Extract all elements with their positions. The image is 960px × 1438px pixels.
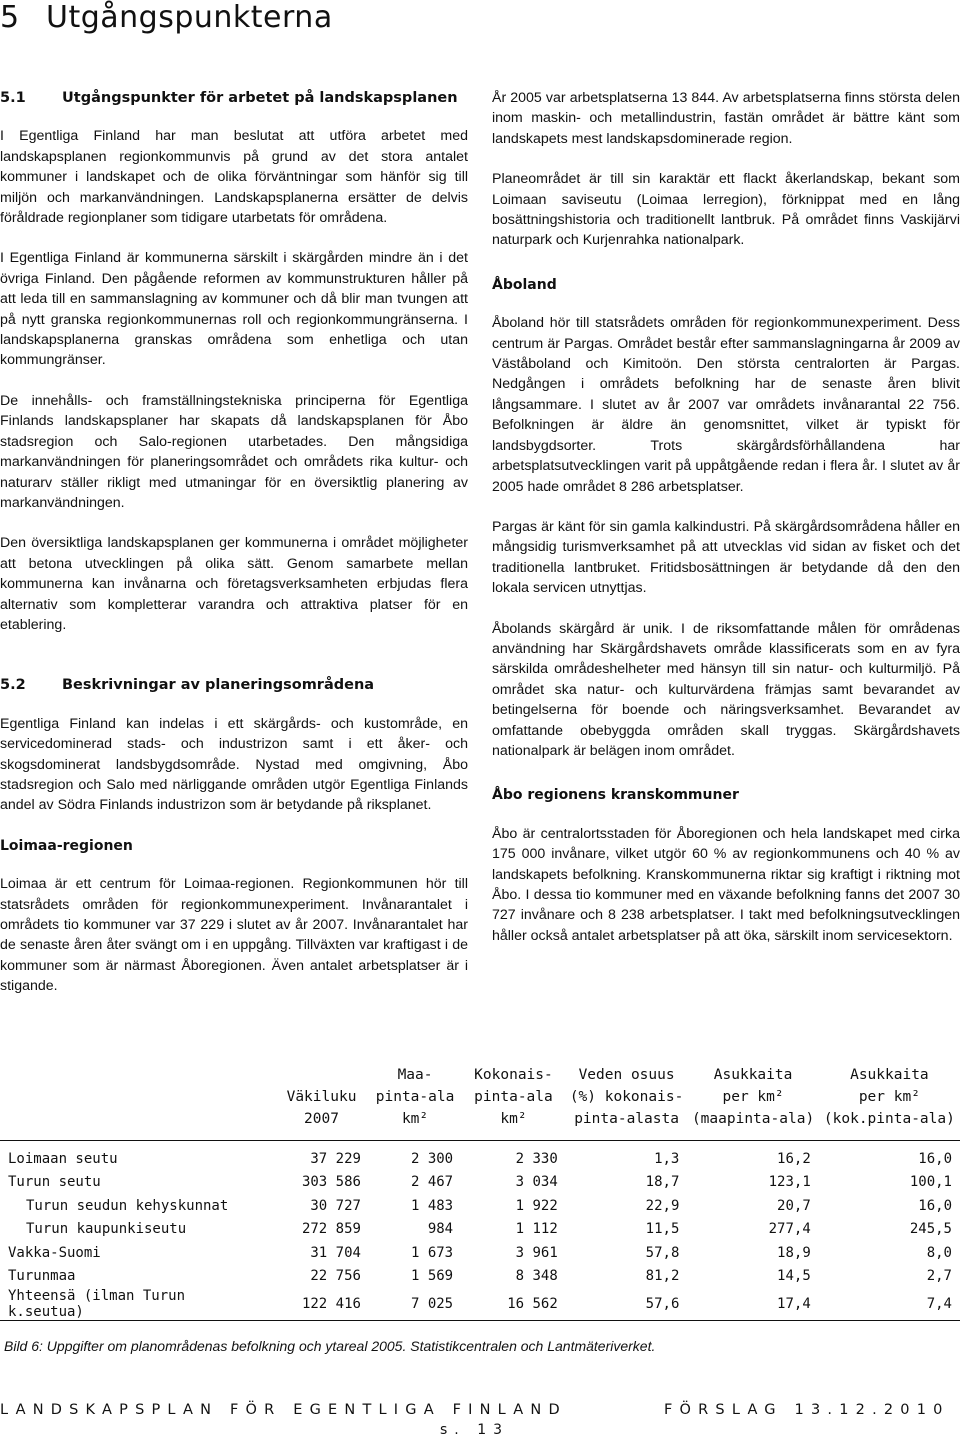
header-line: Asukkaita: [850, 1067, 929, 1083]
section-heading-5-2: [0, 675, 468, 695]
paragraph: År 2005 var arbetsplatserna 13 844. Av arbetsplatserna finns största delen inom maskin- och metallindustrin, fastän området är bättre känt som landskapets mest landskapsdominerade region.: [492, 90, 960, 147]
table-cell: 100,1: [909, 1174, 952, 1191]
header-line: Väkiluku: [286, 1089, 357, 1105]
row-label: Vakka-Suomi: [8, 1244, 101, 1261]
chapter-title: Utgångspunkterna: [46, 0, 333, 35]
table-cell: 20,7: [777, 1197, 811, 1214]
paragraph: Åbo är centralortsstaden för Åboregionen och hela landskapet med cirka 175 000 invånare, vilket utgör 60 % av regionkommunens och 40 % av landskapets befolkning. Kranskommunerna riktar sig kraftigt i riktning mot Åbo. I dessa tio kommuner med en växande befolkning fanns det 2007 30 727 invånare och 8 238 arbetsplatser. I takt med befolkningsutvecklingen håller också antalet arbetsplatser på att öka, särskilt inom servicesektorn.: [492, 825, 960, 944]
header-line: pinta-alasta: [574, 1111, 679, 1127]
header-line: Kokonais-: [474, 1067, 553, 1083]
paragraph: Den översiktliga landskapsplanen ger kommunerna i området möjligheter att betona utvecklingen på olika sätt. Genom samarbete mellan kommunerna kan invånarna och företagsverksamheten erbjudas flera alternativ som kompletterar varandra och attraktiva platser för en etablering.: [0, 535, 468, 633]
header-line: Veden osuus: [578, 1067, 675, 1083]
table-cell: 81,2: [645, 1268, 680, 1285]
chapter-heading: [0, 0, 333, 35]
table-header-cell: [274, 1058, 369, 1141]
table-cell: 2 300: [410, 1150, 454, 1167]
table-cell: 7 025: [410, 1296, 454, 1312]
header-line: (maapinta-ala): [691, 1111, 815, 1127]
header-line: pinta-ala: [474, 1089, 553, 1105]
header-line: (%) kokonais-: [569, 1089, 684, 1105]
table-cell: 2 467: [410, 1174, 454, 1191]
table-cell: 16,0: [918, 1150, 952, 1167]
paragraph: Pargas är känt för sin gamla kalkindustri. På skärgårdsområdena håller en mångsidig turismverksamhet på att utvecklas vid sidan av fisket och det traditionella lantbruket. Fritidsbosättningen är betydande då den den lokala servicen utnyttjas.: [492, 518, 960, 597]
table-row: [0, 1241, 960, 1265]
header-line: per km²: [858, 1089, 920, 1105]
paragraph: I Egentliga Finland har man beslutat att utföra arbetet med landskapsplanen regionkommunvis på grund av det stora antalet kommuner i landskapet och de olika förväntningar som hänför sig till miljön och markanvändningen. Landskapsplanerna ersätter de delvis föråldrade regionplaner som tidigare utarbetats för områdena.: [0, 128, 468, 227]
row-label: Turunmaa: [8, 1268, 76, 1285]
table-cell: 18,7: [645, 1174, 680, 1191]
table-cell: 245,5: [909, 1221, 952, 1238]
table-cell: 1 673: [410, 1244, 454, 1261]
header-line: km²: [500, 1111, 527, 1127]
table-row: [0, 1141, 960, 1171]
table-cell: 1 112: [515, 1221, 558, 1238]
table-header-cell: [566, 1058, 688, 1141]
table-cell: 122 416: [301, 1296, 361, 1312]
table-cell: 14,5: [777, 1268, 811, 1285]
table-cell: 57,8: [645, 1244, 680, 1261]
header-line: (kok.pinta-ala): [823, 1111, 955, 1127]
population-table: [0, 1058, 960, 1321]
section-heading-5-1: [0, 88, 468, 108]
subheading-aboland: Åboland: [492, 276, 557, 293]
table-cell: 8 348: [515, 1268, 558, 1285]
section-number: 5.2: [0, 677, 26, 694]
header-line: per km²: [722, 1089, 784, 1105]
header-line: 2007: [304, 1111, 339, 1127]
table-cell: 8,0: [926, 1244, 952, 1261]
table-cell: 16,0: [918, 1197, 952, 1214]
table-row: [0, 1194, 960, 1218]
table-cell: 1,3: [654, 1150, 680, 1167]
table-cell: 16 562: [507, 1296, 558, 1312]
table-row: [0, 1171, 960, 1195]
table-cell: 30 727: [310, 1197, 361, 1214]
page-number: s. 13: [440, 1422, 510, 1438]
paragraph: De innehålls- och framställningstekniska principerna för Egentliga Finlands landskapsplaner har skapats då landskapsplanen för Åbo stadsregion och Salo-regionen utarbetades. Den mångsidiga markanvändningen för planeringsområdet och områdets rika kultur- och naturarv ställer rikligt med utmaningar för en översiktlig planering av markanvändningen.: [0, 392, 468, 511]
paragraph: I Egentliga Finland är kommunerna särskilt i skärgården mindre än i det övriga Finland. Den pågående reformen av kommunstrukturen håller på att leda till en sammanslagning av kommuner och då blir man tvungen att på nytt granska regionkommunernas roll och regionkommungränserna. I landskapsplanerna granskas områdena som enhetliga och utan kommungränser.: [0, 250, 468, 369]
table-row: [0, 1218, 960, 1242]
row-label: Yhteensä (ilman Turun k.seutua): [8, 1288, 186, 1320]
table-cell: 1 569: [410, 1268, 454, 1285]
section-title: Beskrivningar av planeringsområdena: [62, 677, 375, 694]
section-title: Utgångspunkter för arbetet på landskapsplanen: [62, 90, 458, 106]
table-cell: 2 330: [515, 1150, 558, 1167]
table-cell: 11,5: [645, 1221, 680, 1238]
table-header-cell: [819, 1058, 960, 1141]
table-row: [0, 1265, 960, 1289]
header-line: Asukkaita: [713, 1067, 793, 1083]
header-line: km²: [401, 1111, 429, 1127]
table-header-cell: [461, 1058, 566, 1141]
table-cell: 31 704: [310, 1244, 361, 1261]
table-cell: 984: [427, 1221, 454, 1238]
table-cell: 17,4: [777, 1296, 811, 1312]
chapter-number: 5: [0, 0, 20, 35]
subheading-loimaa: Loimaa-regionen: [0, 837, 133, 854]
table-cell: 16,2: [777, 1150, 811, 1167]
table-cell: 303 586: [301, 1174, 361, 1191]
left-column: [0, 88, 468, 997]
table-cell: 1 922: [515, 1197, 558, 1214]
table-header-cell: [687, 1058, 818, 1141]
row-label: Loimaan seutu: [8, 1150, 118, 1167]
table-header-cell: [369, 1058, 461, 1141]
table-body: [0, 1141, 960, 1321]
paragraph: Egentliga Finland kan indelas i ett skärgårds- och kustområde, en servicedominerad stads- och industrizon samt i ett åker- och skogsdominerat landsbygdsområde. Nystad med omgivning, Åbo stadsregion och Salo med närliggande områden utgör Egentliga Finlands andel av Södra Finlands industrizon som är betydande på riksplanet.: [0, 715, 468, 814]
table-cell: 22 756: [310, 1268, 361, 1285]
row-label: Turun seutu: [8, 1174, 101, 1191]
table-cell: 18,9: [777, 1244, 811, 1261]
table-cell: 277,4: [768, 1221, 811, 1238]
footer-draft-date: FÖRSLAG 13.12.2010: [664, 1402, 950, 1418]
header-line: pinta-ala: [375, 1089, 455, 1105]
table-cell: 22,9: [645, 1197, 680, 1214]
table-cell: 37 229: [310, 1150, 361, 1167]
section-number: 5.1: [0, 90, 26, 106]
table-cell: 272 859: [301, 1221, 361, 1238]
table-cell: 3 034: [515, 1174, 558, 1191]
footer-document-title: LANDSKAPSPLAN FÖR EGENTLIGA FINLAND: [0, 1402, 567, 1418]
figure-caption: Bild 6: Uppgifter om planområdenas befolkning och ytareal 2005. Statistikcentralen och Lantmäteriverket.: [4, 1338, 656, 1354]
table-row: [0, 1288, 960, 1321]
table-header-cell: [0, 1058, 274, 1141]
table-cell: 1 483: [410, 1197, 454, 1214]
table-cell: 57,6: [645, 1296, 680, 1312]
table-header-row: [0, 1058, 960, 1141]
table-cell: 7,4: [926, 1296, 952, 1312]
paragraph: Åboland hör till statsrådets områden för regionkommunexperiment. Dess centrum är Pargas. Området består efter sammanslagningarna år 2009 av Väståboland och Kimitoön. Den största centralorten är Pargas. Nedgången i områdets befolkning har de senaste åren blivit långsammare. I slutet av år 2007 var områdets invånarantal 22 756. Befolkningen är äldre än genomsnittet, vilket är typiskt för landsbygdsorter. Trots skärgårdsförhållandena har arbetsplatsutvecklingen varit på uppåtgående redan i flera år. I slutet av år 2005 hade området 8 286 arbetsplatser.: [492, 315, 960, 495]
table-cell: 2,7: [926, 1268, 952, 1285]
paragraph: Åbolands skärgård är unik. I de riksomfattande målen för områdenas användning har Skärgårdshavets område klassificerats som en av fyra särskilda områdeshelheter med hänsyn till sin natur- och kulturmiljö. På området ska natur- och kulturvärdena främjas samt bevarandet av betingelserna för boende och näringsverksamhet. Bevarandet av omfattande obebyggda områden skall tryggas. Skärgårdshavets nationalpark är belägen inom området.: [492, 620, 960, 759]
row-label: Turun kaupunkiseutu: [26, 1221, 187, 1238]
row-label: Turun seudun kehyskunnat: [26, 1197, 229, 1214]
header-line: Maa-: [397, 1067, 433, 1083]
paragraph: Planeområdet är till sin karaktär ett flackt åkerlandskap, bekant som Loimaan saviseutu (Loimaa lerregion), förknippat med en lång bosättningshistoria och traditionellt lantbruk. På området finns Vaskijärvi naturpark och Kurjenrahka nationalpark.: [492, 171, 960, 249]
subheading-abo-krans: Åbo regionens kranskommuner: [492, 787, 739, 804]
paragraph: Loimaa är ett centrum för Loimaa-regionen. Regionkommunen hör till statsrådets områden för regionkommunexperiment. Invånarantalet i områdets tio kommuner var 37 229 i slutet av år 2007. Invånarantalet har de senaste åren åter svängt om i en uppgång. Tillväxten var kraftigast i de kommuner som är närmast Åboregionen. Även antalet arbetsplatser är i stigande.: [0, 876, 468, 995]
right-column: [492, 88, 960, 946]
table-cell: 123,1: [768, 1174, 811, 1191]
table-cell: 3 961: [515, 1244, 558, 1261]
